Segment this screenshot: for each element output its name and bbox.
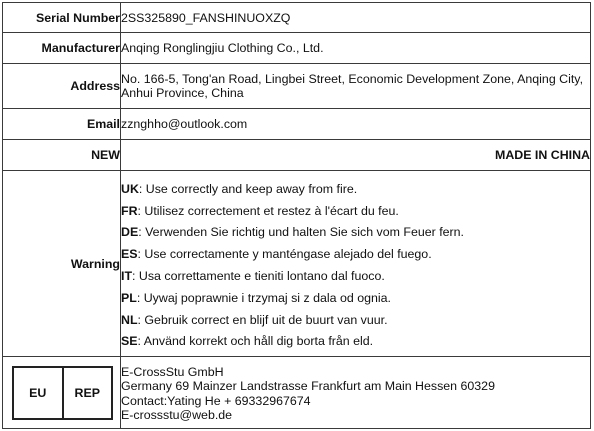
- warning-item: [121, 179, 590, 201]
- warning-code: IT: [121, 269, 133, 283]
- serial-value: 2SS325890_FANSHINUOXZQ: [121, 3, 591, 33]
- address-label: Address: [3, 64, 121, 109]
- eu-rep-company: E-CrossStu GmbH: [121, 364, 224, 379]
- warning-item: [121, 222, 590, 244]
- made-in-label: MADE IN CHINA: [121, 140, 591, 171]
- warning-item: [121, 244, 590, 266]
- serial-label: Serial Number: [3, 3, 121, 33]
- eu-rep-address: Germany 69 Mainzer Landstrasse Frankfurt am Main Hessen 60329: [121, 379, 495, 394]
- eu-rep-badge: [12, 366, 113, 420]
- warning-text: : Använd korrekt och håll dig borta från eld.: [137, 334, 374, 349]
- rep-badge-text: REP: [62, 368, 112, 418]
- status-row: [3, 140, 591, 171]
- warning-text: : Use correctly and keep away from fire.: [138, 181, 358, 196]
- warning-code: SE: [121, 334, 138, 349]
- warning-code: DE: [121, 225, 139, 240]
- eu-rep-contact: Contact:Yating He + 69332967674: [121, 393, 311, 408]
- warning-text: : Use correctamente y manténgase alejado del fuego.: [137, 247, 432, 262]
- email-value: zznghho@outlook.com: [121, 109, 591, 140]
- address-line-2: Anhui Province, China: [121, 86, 244, 100]
- serial-row: [3, 3, 591, 33]
- label-table: [2, 2, 591, 429]
- warning-text: : Uywaj poprawnie i trzymaj si z dala od ognia.: [136, 290, 391, 305]
- manufacturer-row: [3, 33, 591, 64]
- email-label: Email: [3, 109, 121, 140]
- warning-code: NL: [121, 312, 138, 327]
- warning-code: UK: [121, 181, 139, 196]
- new-label: NEW: [3, 140, 121, 171]
- manufacturer-value: Anqing Ronglingjiu Clothing Co., Ltd.: [121, 33, 591, 64]
- manufacturer-label: Manufacturer: [3, 33, 121, 64]
- address-row: [3, 64, 591, 109]
- warning-item: [121, 201, 590, 223]
- eu-rep-badge-cell: [3, 357, 121, 429]
- warning-text: : Usa correttamente e tieniti lontano dal fuoco.: [132, 269, 385, 283]
- warning-row: [3, 171, 591, 357]
- warning-text: : Utilisez correctement et restez à l'écart du feu.: [137, 203, 399, 218]
- warning-item: [121, 310, 590, 332]
- warning-item: [121, 288, 590, 310]
- eu-rep-email: E-crossstu@web.de: [121, 407, 233, 422]
- eu-rep-details: [121, 357, 591, 429]
- warning-item: [121, 331, 590, 353]
- warning-code: ES: [121, 247, 138, 262]
- eu-badge-text: EU: [29, 385, 47, 400]
- warning-code: PL: [121, 290, 137, 305]
- warning-label: Warning: [3, 171, 121, 357]
- address-line-1: No. 166-5, Tong'an Road, Lingbei Street, Economic Development Zone, Anqing City,: [121, 72, 584, 86]
- warning-text: : Gebruik correct en blijf uit de buurt van vuur.: [137, 312, 388, 327]
- eu-rep-row: [3, 357, 591, 429]
- warning-list: [121, 171, 591, 357]
- address-value: [121, 64, 591, 109]
- warning-item: [121, 266, 590, 288]
- warning-text: : Verwenden Sie richtig und halten Sie sich vom Feuer fern.: [138, 225, 464, 240]
- email-row: [3, 109, 591, 140]
- warning-code: FR: [121, 203, 138, 218]
